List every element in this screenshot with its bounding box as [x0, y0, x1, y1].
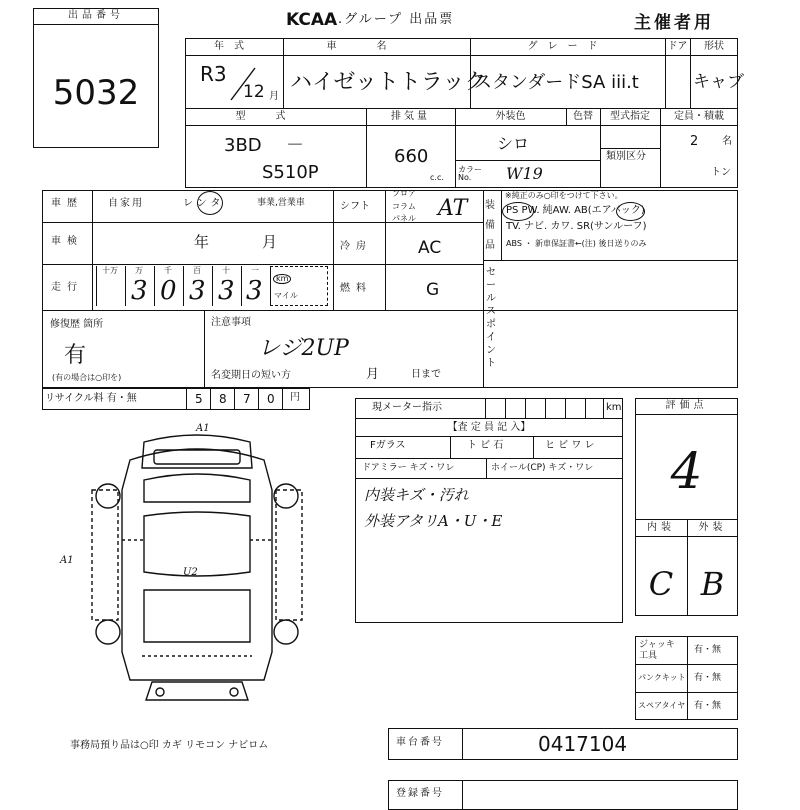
ps-circle	[502, 202, 534, 221]
recycle-unit: 円	[290, 392, 300, 403]
cc-unit: c.c.	[430, 173, 444, 182]
notes-label: 注意事項	[211, 317, 251, 328]
type-designation-label: 型式指定	[610, 111, 650, 122]
mileage-unit-10: 十	[222, 266, 230, 275]
color-no-value: W19	[506, 164, 543, 183]
displacement-value: 660	[394, 146, 429, 167]
fuel-value: G	[426, 280, 440, 300]
damage-mark-front: A1	[196, 423, 210, 434]
registration-label: 登録番号	[396, 788, 444, 799]
chassis-label: 車台番号	[396, 737, 444, 748]
recycle-label: リサイクル料 有・無	[45, 393, 137, 404]
model-prefix: 3BD	[224, 135, 262, 156]
tool-puncture-value: 有・無	[694, 673, 722, 683]
vehicle-grade: スタンダードSA iii.t	[474, 72, 639, 93]
recycle-digit: 7	[243, 392, 251, 406]
ab-circle	[616, 202, 645, 221]
shift-value: AT	[438, 196, 468, 221]
ac-label: 冷房	[340, 241, 372, 252]
color-no-label: カラー No.	[458, 165, 482, 182]
history-private: 自家用	[108, 198, 144, 209]
doors-label: ドア	[667, 41, 688, 52]
capacity-unit: 名	[722, 136, 732, 147]
name-label: 車名	[326, 41, 427, 52]
tool-spare-value: 有・無	[694, 701, 722, 711]
body-label: 形状	[704, 41, 724, 52]
score-value: 4	[670, 442, 703, 500]
year-value: R3	[200, 62, 227, 86]
load-unit: トン	[711, 167, 731, 178]
inspect-chip: ト ビ 石	[467, 440, 504, 451]
meter-label: 現メーター指示	[372, 402, 442, 413]
damage-mark-center: U2	[183, 567, 198, 578]
recycle-digit: 0	[267, 392, 275, 406]
mileage-unit-100k: 十万	[102, 266, 118, 275]
fuel-label: 燃料	[340, 283, 372, 294]
vehicle-name: ハイゼットトラック	[290, 70, 487, 95]
month-value: 12	[243, 82, 265, 102]
inspect-crack: ヒ ビ ワ レ	[545, 440, 595, 451]
repair-label: 修復歴 箇所	[50, 319, 104, 330]
shift-column: コラム	[392, 202, 416, 211]
km-mile-box	[270, 266, 328, 306]
inspect-mirror: ドアミラー キズ・ワレ	[362, 463, 455, 473]
inspection-month-unit: 月	[262, 233, 278, 251]
inspect-fglass: Fガラス	[370, 440, 406, 451]
model-code: S510P	[262, 162, 319, 183]
inspection-label: 車検	[51, 236, 83, 247]
equipment-line3: ABS ・ 新車保証書←(注) 後日送りのみ	[506, 239, 647, 248]
displacement-label: 排気量	[391, 111, 430, 122]
ac-value: AC	[418, 238, 442, 258]
mile-option: マイル	[274, 291, 298, 300]
recycle-digit: 5	[195, 392, 203, 406]
inspector-comment-1: 内装キズ・汚れ	[364, 486, 469, 504]
color-change-label: 色替	[573, 111, 593, 122]
lot-number: 5032	[52, 73, 140, 113]
chassis-number: 0417104	[538, 732, 628, 756]
rental-circle	[197, 191, 223, 215]
capacity-label: 定員・積載	[674, 111, 724, 122]
exterior-label: 外装	[698, 522, 727, 533]
tool-jack-value: 有・無	[694, 645, 722, 655]
score-label: 評価点	[665, 400, 708, 411]
mileage-unit-1k: 千	[164, 266, 172, 275]
km-option: km	[273, 274, 291, 284]
meter-unit: km	[606, 402, 622, 413]
exterior-score: B	[700, 565, 725, 603]
office-items: 事務局預り品は○印 カギ リモコン ナビロム	[70, 740, 269, 751]
inspect-wheel: ホイール(CP) キズ・ワレ	[491, 463, 594, 473]
inspector-comment-2: 外装アタリA・U・E	[364, 512, 503, 530]
capacity-value: 2	[690, 134, 699, 149]
brand-logo: KCAA	[286, 10, 338, 30]
history-label: 車歴	[51, 198, 83, 209]
mileage-digit: 3	[189, 276, 206, 306]
name-change-label: 名変期日の短い方	[211, 370, 291, 381]
model-dash: －	[286, 135, 304, 156]
repair-note: (有の場合は○印を)	[52, 373, 122, 382]
category-label: 類別区分	[606, 151, 646, 162]
shift-floor: フロア	[392, 189, 416, 198]
vehicle-body: キャブ	[693, 72, 744, 92]
mileage-label: 走行	[51, 282, 83, 293]
mileage-unit-1: 一	[251, 266, 259, 275]
tool-spare-label: スペアタイヤ	[638, 701, 686, 710]
equipment-line1: PS PW. 純AW. AB(エアバック)	[506, 205, 645, 216]
notes-value: レジ2UP	[258, 336, 349, 361]
tool-jack-label: ジャッキ工具	[639, 640, 675, 661]
color-label: 外装色	[495, 111, 526, 122]
damage-mark-side: A1	[60, 555, 74, 566]
name-change-day: 日まで	[411, 369, 441, 380]
mileage-digit: 3	[131, 276, 148, 306]
name-change-month: 月	[366, 367, 380, 382]
lot-label: 出品番号	[68, 10, 124, 21]
car-diagram	[82, 420, 312, 710]
interior-score: C	[648, 565, 674, 603]
equipment-label: 装備品	[485, 200, 495, 251]
sales-point-label: セールスポイント	[486, 267, 496, 369]
shift-panel: パネル	[392, 214, 416, 223]
mileage-unit-100: 百	[193, 266, 201, 275]
equipment-line2: TV. ナビ. カワ. SR(サンルーフ)	[506, 221, 647, 232]
form-title: .グループ 出品票	[338, 12, 455, 27]
grade-label: グレード	[527, 41, 608, 52]
type-label: 型式	[235, 111, 316, 122]
mileage-digit: 3	[218, 276, 235, 306]
recycle-digit: 8	[219, 392, 227, 406]
month-unit: 月	[269, 91, 279, 102]
interior-label: 内装	[647, 522, 675, 533]
history-business: 事業,営業車	[257, 198, 305, 208]
organizer-label: 主催者用	[634, 13, 714, 33]
history-rental: レンタ	[183, 198, 225, 209]
inspector-title: 【査 定 員 記 入】	[447, 422, 531, 433]
shift-label: シフト	[340, 201, 370, 212]
repair-value: 有	[64, 343, 87, 368]
tool-puncture-label: パンクキット	[638, 673, 686, 682]
inspection-year-unit: 年	[194, 233, 210, 251]
equipment-note: ※純正のみ○印をつけて下さい。	[505, 191, 623, 200]
mileage-unit-10k: 万	[135, 266, 143, 275]
color-value: シロ	[497, 134, 530, 153]
mileage-digit: 3	[246, 276, 263, 306]
mileage-digit: 0	[160, 276, 177, 306]
year-label: 年式	[214, 41, 254, 52]
